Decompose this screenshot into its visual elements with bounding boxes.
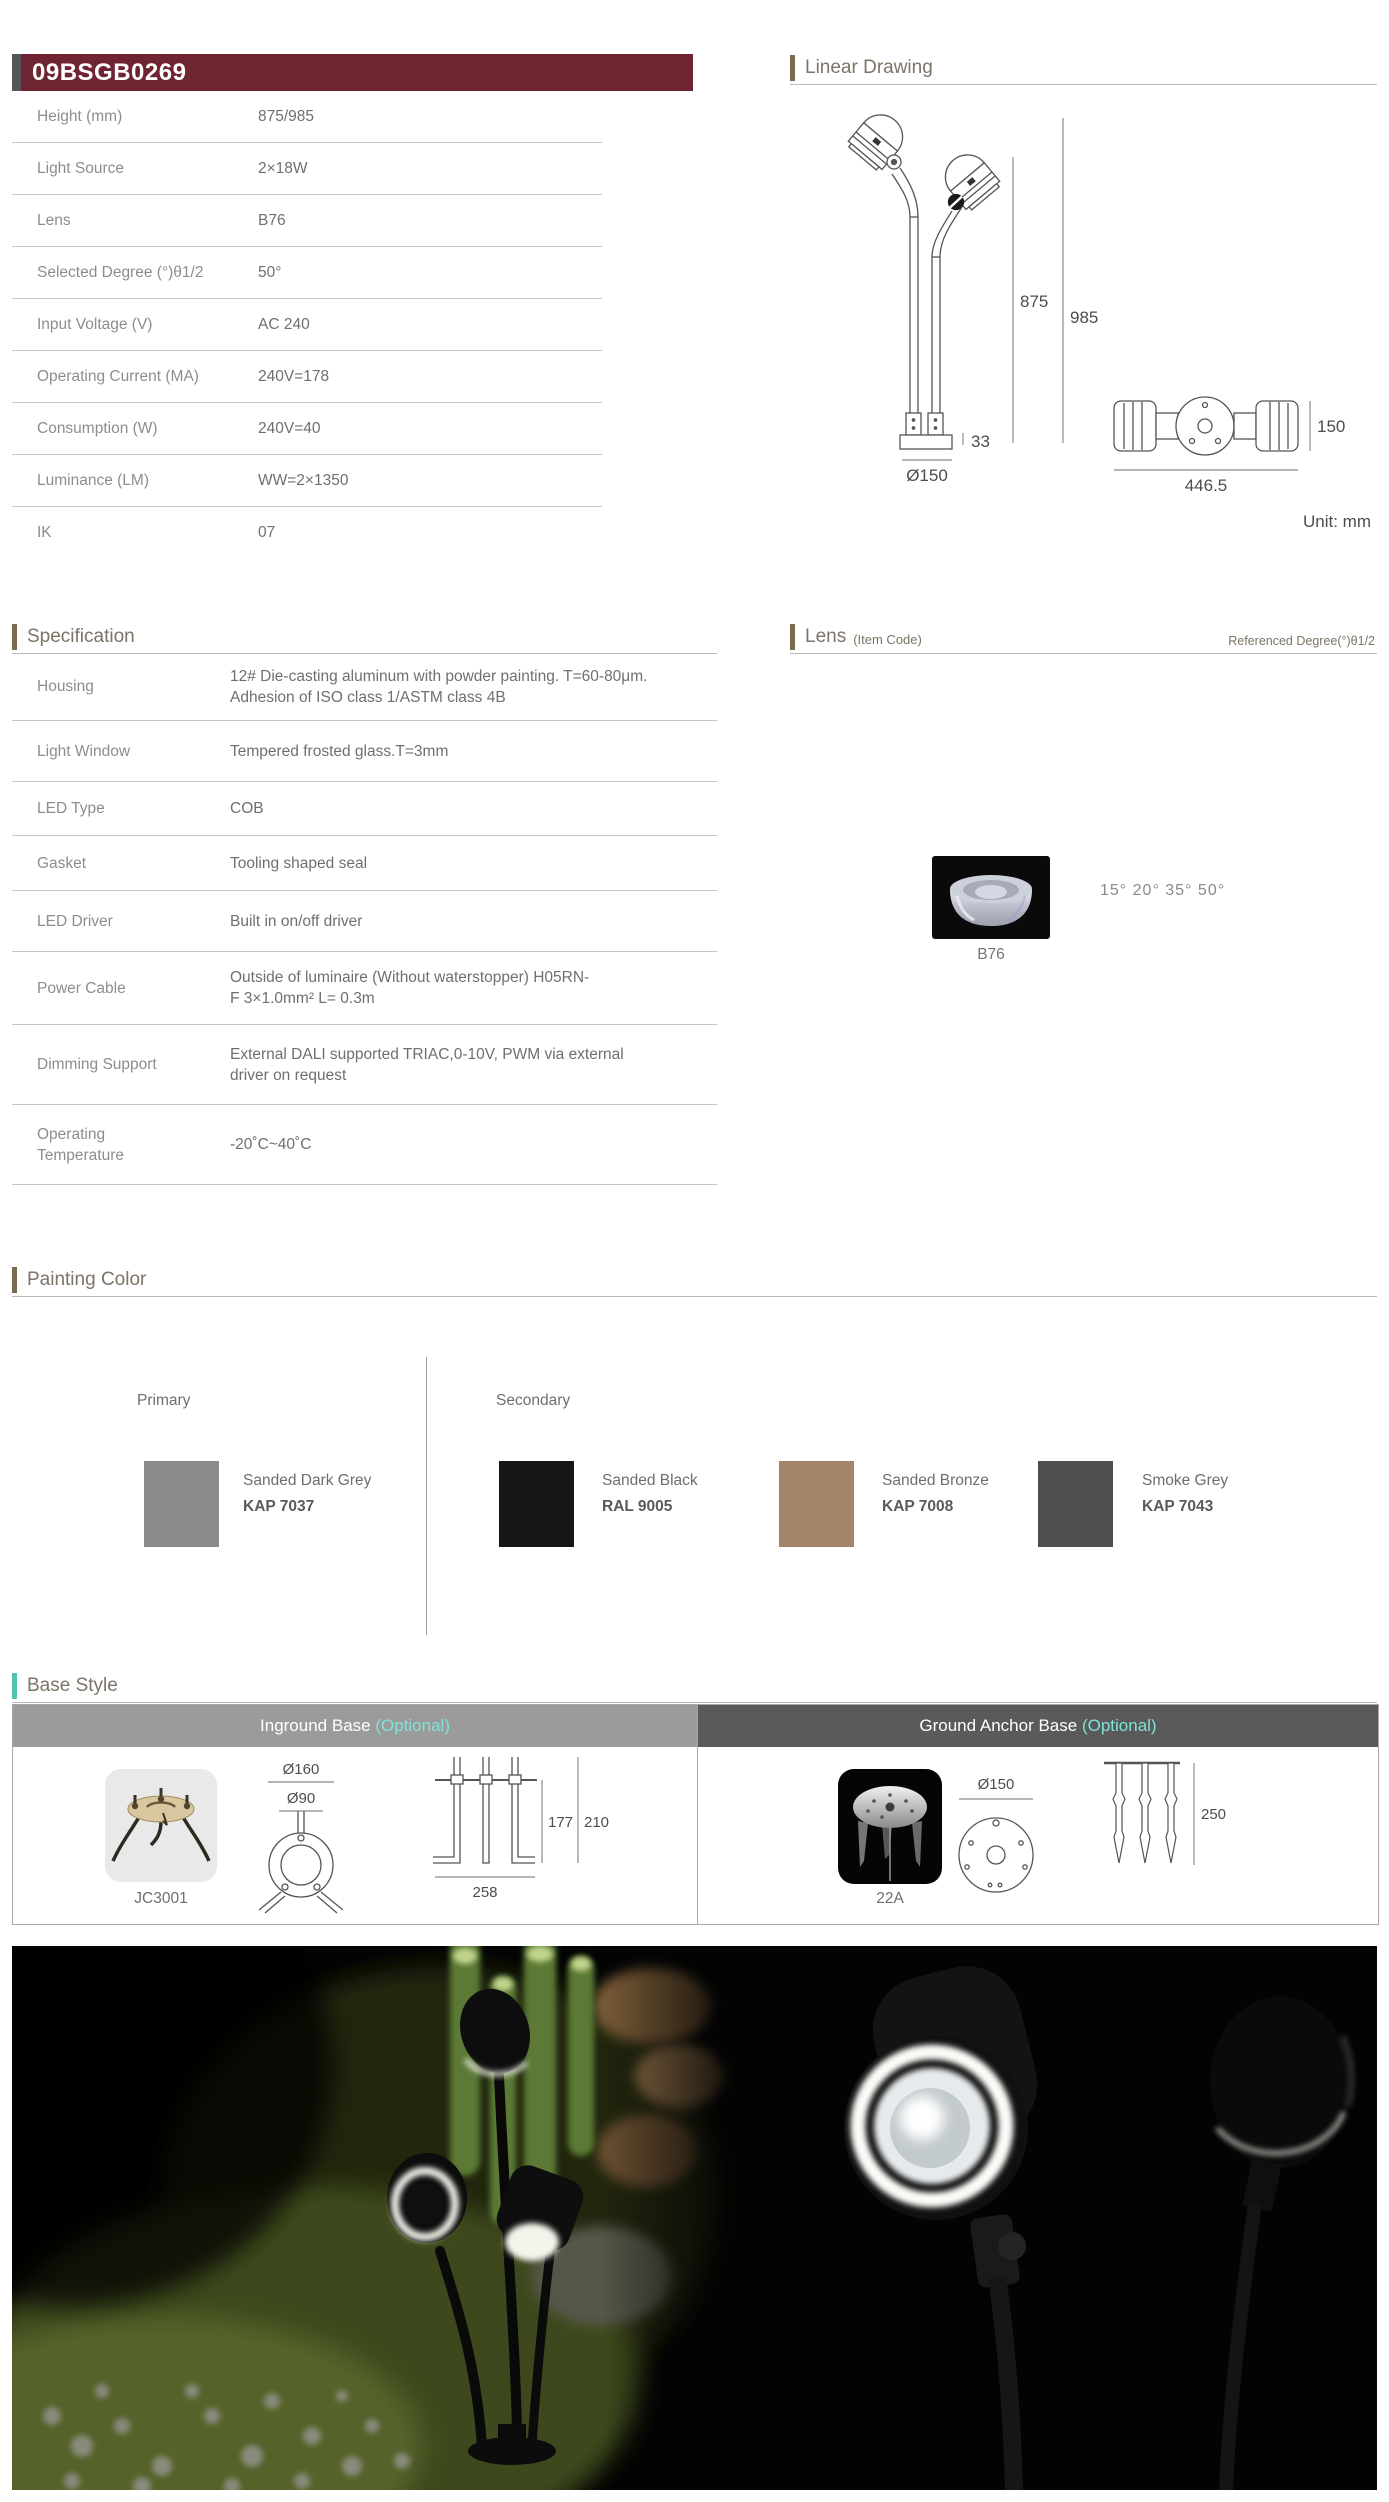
- swatch-name: Smoke Grey: [1142, 1472, 1229, 1489]
- row-value: External DALI supported TRIAC,0-10V, PWM via external driver on request: [230, 1045, 624, 1084]
- color-swatch: [144, 1461, 219, 1547]
- specification-table: [12, 653, 717, 1185]
- row-value: AC 240: [258, 315, 310, 333]
- row-label: Operating Temperature: [37, 1125, 125, 1164]
- table-row: [12, 143, 602, 195]
- row-label: LED Type: [37, 800, 105, 817]
- inground-base-body: [13, 1747, 697, 1924]
- ground-anchor-body: [698, 1747, 1378, 1924]
- row-value: B76: [258, 211, 286, 229]
- section-accent-bar: [12, 1673, 17, 1699]
- product-spec-table: [12, 91, 602, 558]
- row-label: Light Window: [37, 742, 131, 760]
- anchor-plate-drawing: [941, 1761, 1051, 1901]
- inground-anchor-bolts-drawing: [431, 1751, 641, 1921]
- ground-anchor-photo: [838, 1769, 942, 1884]
- secondary-group-label: Secondary: [496, 1392, 571, 1409]
- inground-base-header: [13, 1705, 697, 1747]
- section-title-specification: [12, 621, 717, 654]
- dim-875: 875: [1020, 292, 1049, 311]
- section-accent-bar: [790, 55, 795, 81]
- row-value: 50°: [258, 263, 282, 281]
- color-swatch: [1038, 1461, 1113, 1547]
- row-label: Lens: [37, 211, 71, 229]
- row-value: 07: [258, 523, 276, 541]
- dim-diameter: Ø150: [977, 1776, 1015, 1793]
- dim-33: 33: [971, 432, 990, 451]
- inground-base-title: Inground Base: [260, 1716, 371, 1735]
- referenced-degree-note: Referenced Degree(°)θ1/2: [1228, 634, 1375, 648]
- swatch-name: Sanded Black: [602, 1472, 698, 1489]
- row-label: Luminance (LM): [37, 471, 149, 489]
- product-photos: [12, 1946, 1377, 2490]
- dim-250: 250: [1201, 1806, 1227, 1823]
- section-accent-bar: [790, 624, 795, 650]
- table-row: [12, 782, 717, 836]
- row-label: IK: [37, 523, 52, 541]
- section-title-painting-color: [12, 1264, 1377, 1297]
- row-label: Consumption (W): [37, 419, 158, 437]
- dim-150: 150: [1317, 417, 1346, 436]
- row-value: Outside of luminaire (Without waterstopper) H05RN-F 3×1.0mm² L= 0.3m: [230, 969, 590, 1007]
- row-value: Tooling shaped seal: [230, 854, 368, 872]
- group-divider: [426, 1357, 427, 1635]
- row-value: 875/985: [258, 107, 315, 125]
- row-label: Input Voltage (V): [37, 315, 153, 333]
- table-row: [12, 299, 602, 351]
- table-row: [12, 1105, 717, 1185]
- table-row: [12, 403, 602, 455]
- table-row: [12, 891, 717, 952]
- dim-base-diameter: Ø150: [906, 466, 948, 485]
- ground-anchor-item-code: 22A: [876, 1890, 904, 1907]
- section-title-linear-drawing: [790, 52, 1377, 85]
- table-row: [12, 507, 602, 558]
- dim-210: 210: [584, 1814, 610, 1831]
- dim-985: 985: [1070, 308, 1099, 327]
- ground-anchor-base-table: [697, 1704, 1379, 1925]
- row-label: Housing: [37, 678, 94, 695]
- front-view: [846, 106, 1003, 449]
- anchor-base-image: [838, 1769, 942, 1884]
- color-swatch: [779, 1461, 854, 1547]
- ground-anchor-header: [698, 1705, 1378, 1747]
- ground-anchor-title: Ground Anchor Base: [919, 1716, 1078, 1735]
- swatch-code: KAP 7043: [1142, 1498, 1214, 1515]
- row-value: 2×18W: [258, 159, 308, 177]
- inground-base-drawing: [241, 1751, 371, 1921]
- lens-item-code: B76: [977, 946, 1005, 963]
- row-value: 240V=178: [258, 367, 330, 385]
- table-row: [12, 1025, 717, 1105]
- table-row: [12, 195, 602, 247]
- row-value: COB: [230, 800, 264, 817]
- product-code-tab: [12, 54, 21, 91]
- swatch-name: Sanded Bronze: [882, 1472, 989, 1489]
- section-accent-bar: [12, 1267, 17, 1293]
- section-title-text: Linear Drawing: [805, 57, 933, 78]
- color-swatch: [499, 1461, 574, 1547]
- row-label: Power Cable: [37, 979, 126, 997]
- unit-note: Unit: mm: [1303, 512, 1371, 531]
- table-row: [12, 836, 717, 891]
- row-value: 240V=40: [258, 419, 321, 437]
- optional-tag: (Optional): [1081, 1716, 1157, 1735]
- table-row: [12, 952, 717, 1025]
- photo-garden-scene: [12, 1946, 752, 2490]
- dim-177: 177: [548, 1814, 574, 1831]
- row-label: LED Driver: [37, 912, 113, 930]
- swatch-code: RAL 9005: [602, 1498, 673, 1515]
- lens-degrees: 15° 20° 35° 50°: [1100, 882, 1226, 899]
- lens-bowl-image: [932, 856, 1050, 939]
- row-value: Built in on/off driver: [230, 912, 363, 930]
- section-title-lens: [790, 621, 1377, 654]
- lens-photo: [932, 856, 1050, 939]
- table-row: [12, 247, 602, 299]
- row-label: Selected Degree (°)θ1/2: [37, 263, 204, 281]
- table-row: [12, 91, 602, 143]
- inground-base-table: [12, 1704, 698, 1925]
- swatch-code: KAP 7008: [882, 1498, 954, 1515]
- section-accent-bar: [12, 624, 17, 650]
- table-row: [12, 653, 717, 721]
- row-label: Operating Current (MA): [37, 367, 199, 385]
- row-value: -20˚C~40˚C: [230, 1136, 312, 1153]
- product-code-bar: [12, 54, 693, 91]
- swatch-name: Sanded Dark Grey: [243, 1472, 372, 1489]
- inground-base-photo: [105, 1769, 217, 1882]
- section-title-text: Lens: [805, 626, 847, 647]
- table-row: [12, 455, 602, 507]
- dim-outer: Ø160: [282, 1761, 320, 1778]
- table-row: [12, 721, 717, 782]
- row-label: Light Source: [37, 159, 125, 177]
- dim-446: 446.5: [1184, 476, 1228, 495]
- row-label: Dimming Support: [37, 1056, 157, 1073]
- row-value: 12# Die-casting aluminum with powder painting. T=60-80μm. Adhesion of ISO class 1/ASTM class 4B: [230, 667, 648, 706]
- row-label: Gasket: [37, 854, 87, 872]
- primary-group-label: Primary: [137, 1392, 191, 1409]
- linear-drawing: [790, 95, 1389, 545]
- section-title-text: Base Style: [27, 1675, 118, 1696]
- section-subtitle: (Item Code): [853, 631, 922, 647]
- swatch-code: KAP 7037: [243, 1498, 315, 1515]
- tripod-base-image: [105, 1769, 217, 1882]
- row-value: Tempered frosted glass.T=3mm: [230, 742, 449, 760]
- row-value: WW=2×1350: [258, 471, 349, 489]
- table-row: [12, 351, 602, 403]
- dim-258: 258: [472, 1884, 498, 1901]
- section-title-text: Painting Color: [27, 1269, 147, 1290]
- anchor-spikes-drawing: [1076, 1755, 1246, 1915]
- top-view: [1114, 397, 1298, 455]
- optional-tag: (Optional): [375, 1716, 450, 1735]
- section-title-base-style: [12, 1670, 1377, 1703]
- inground-item-code: JC3001: [134, 1890, 188, 1907]
- row-label: Height (mm): [37, 107, 123, 125]
- dim-inner: Ø90: [286, 1790, 316, 1807]
- section-title-text: Specification: [27, 626, 135, 647]
- product-code: 09BSGB0269: [21, 54, 693, 91]
